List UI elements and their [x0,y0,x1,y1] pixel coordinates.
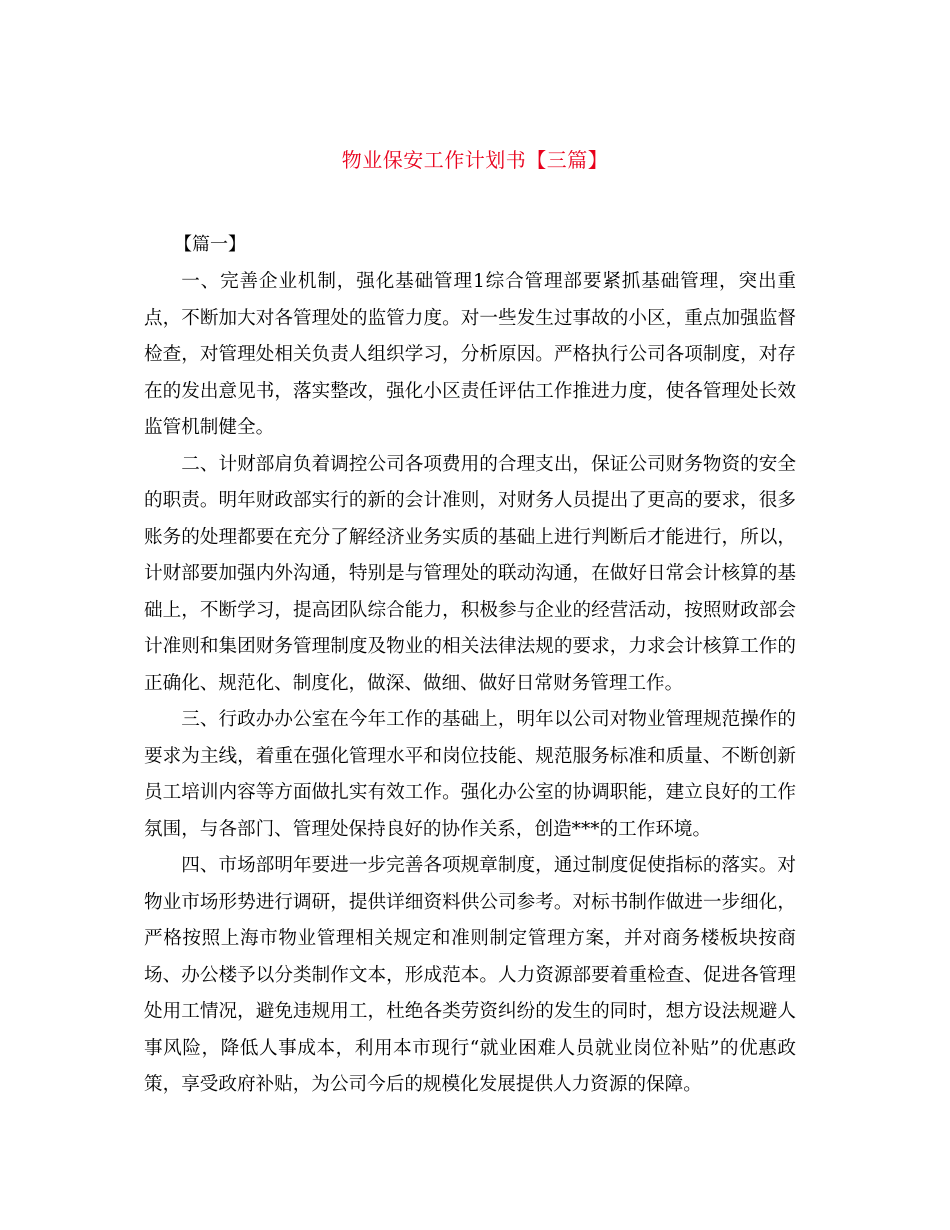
paragraph-2: 二、计财部肩负着调控公司各项费用的合理支出，保证公司财务物资的安全的职责。明年财政部实行的新的会计准则，对财务人员提出了更高的要求，很多账务的处理都要在充分了解经济业务实质的基础上进行判断后才能进行，所以，计财部要加强内外沟通，特别是与管理处的联动沟通，在做好日常会计核算的基础上，不断学习，提高团队综合能力，积极参与企业的经营活动，按照财政部会计准则和集团财务管理制度及物业的相关法律法规的要求，力求会计核算工作的正确化、规范化、制度化，做深、做细、做好日常财务管理工作。 [144,453,796,694]
document-title: 物业保安工作计划书【三篇】 [341,148,609,172]
section-label: 【篇一】 [174,234,246,255]
paragraph-3: 三、行政办办公室在今年工作的基础上，明年以公司对物业管理规范操作的要求为主线，着重在强化管理水平和岗位技能、规范服务标准和质量、不断创新员工培训内容等方面做扎实有效工作。强化办公室的协调职能，建立良好的工作氛围，与各部门、管理处保持良好的协作关系，创造***的工作环境。 [144,709,796,840]
paragraph-4: 四、市场部明年要进一步完善各项规章制度，通过制度促使指标的落实。对物业市场形势进行调研，提供详细资料供公司参考。对标书制作做进一步细化，严格按照上海市物业管理相关规定和准则制定管理方案，并对商务楼板块按商场、办公楼予以分类制作文本，形成范本。人力资源部要着重检查、促进各管理处用工情况，避免违规用工，杜绝各类劳资纠纷的发生的同时，想方设法规避人事风险，降低人事成本，利用本市现行“就业困难人员就业岗位补贴”的优惠政策，享受政府补贴，为公司今后的规模化发展提供人力资源的保障。 [144,855,796,1095]
document-body [144,264,796,1104]
paragraph-1: 一、完善企业机制，强化基础管理1综合管理部要紧抓基础管理，突出重点，不断加大对各管理处的监管力度。对一些发生过事故的小区，重点加强监督检查，对管理处相关负责人组织学习，分析原因。严格执行公司各项制度，对存在的发出意见书，落实整改，强化小区责任评估工作推进力度，使各管理处长效监管机制健全。 [144,271,796,438]
